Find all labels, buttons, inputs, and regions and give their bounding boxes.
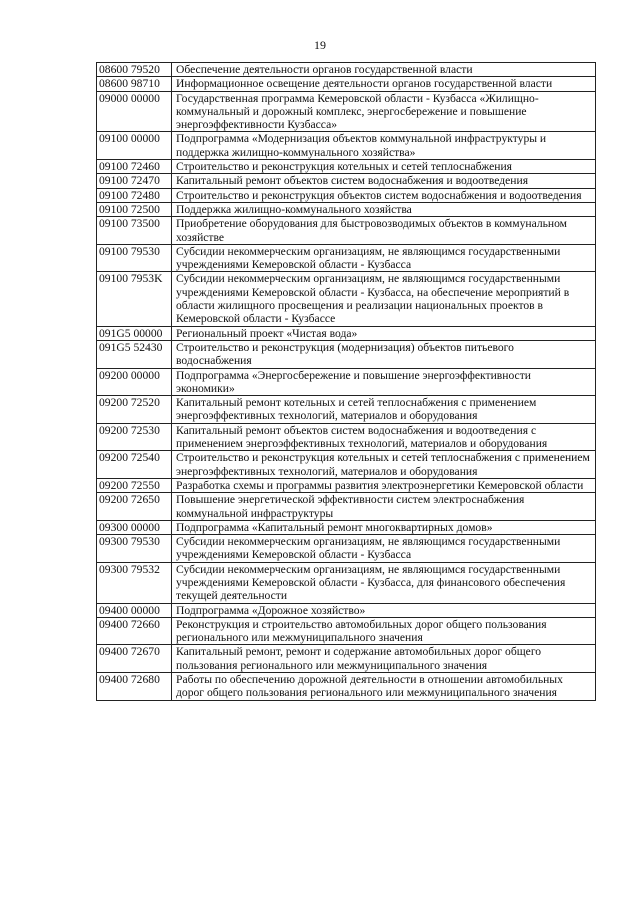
table-row [97,562,596,603]
classification-code: 09100 73500 [97,217,172,245]
classification-code: 09100 00000 [97,132,172,160]
item-description: Повышение энергетической эффективности систем электроснабжения коммунальной инфраструктуры [172,493,596,521]
classification-code: 09300 79530 [97,535,172,563]
table-row [97,63,596,77]
classification-code: 09200 72550 [97,478,172,492]
table-row [97,603,596,617]
classification-code: 09100 79530 [97,244,172,272]
classification-code: 08600 79520 [97,63,172,77]
item-description: Подпрограмма «Капитальный ремонт многоквартирных домов» [172,520,596,534]
item-description: Разработка схемы и программы развития электроэнергетики Кемеровской области [172,478,596,492]
table-row [97,132,596,160]
item-description: Капитальный ремонт объектов систем водоснабжения и водоотведения [172,174,596,188]
classification-code: 091G5 00000 [97,326,172,340]
table-row [97,368,596,396]
table-row [97,188,596,202]
budget-code-table [96,62,596,701]
page-number: 19 [314,38,326,52]
table-row [97,673,596,701]
table-row [97,340,596,368]
table-row [97,217,596,245]
item-description: Субсидии некоммерческим организациям, не являющимся государственными учреждениями Кемеровской области - Кузбасса [172,244,596,272]
item-description: Государственная программа Кемеровской области - Кузбасса «Жилищно-коммунальный и дорожный комплекс, энергосбережение и повышение энергоэффективности Кузбасса» [172,91,596,132]
item-description: Региональный проект «Чистая вода» [172,326,596,340]
item-description: Обеспечение деятельности органов государственной власти [172,63,596,77]
table-row [97,617,596,645]
classification-code: 09100 72480 [97,188,172,202]
item-description: Строительство и реконструкция котельных и сетей теплоснабжения [172,160,596,174]
classification-code: 09400 72680 [97,673,172,701]
classification-code: 09100 72470 [97,174,172,188]
item-description: Капитальный ремонт котельных и сетей теплоснабжения с применением энергоэффективных технологий, материалов и оборудования [172,396,596,424]
item-description: Работы по обеспечению дорожной деятельности в отношении автомобильных дорог общего пользования регионального или межмуниципального значения [172,673,596,701]
classification-code: 09200 72530 [97,423,172,451]
table-row [97,478,596,492]
item-description: Реконструкция и строительство автомобильных дорог общего пользования регионального или межмуниципального значения [172,617,596,645]
classification-code: 09200 72650 [97,493,172,521]
item-description: Строительство и реконструкция котельных и сетей теплоснабжения с применением энергоэффективных технологий, материалов и оборудования [172,451,596,479]
classification-code: 09400 72660 [97,617,172,645]
table-row [97,645,596,673]
item-description: Подпрограмма «Энергосбережение и повышение энергоэффективности экономики» [172,368,596,396]
item-description: Приобретение оборудования для быстровозводимых объектов в коммунальном хозяйстве [172,217,596,245]
table-row [97,202,596,216]
item-description: Строительство и реконструкция (модернизация) объектов питьевого водоснабжения [172,340,596,368]
item-description: Подпрограмма «Дорожное хозяйство» [172,603,596,617]
classification-code: 09300 00000 [97,520,172,534]
item-description: Капитальный ремонт объектов систем водоснабжения и водоотведения с применением энергоэффективных технологий, материалов и оборудования [172,423,596,451]
classification-code: 09200 72520 [97,396,172,424]
classification-code: 09200 72540 [97,451,172,479]
classification-code: 09200 00000 [97,368,172,396]
classification-code: 09100 72460 [97,160,172,174]
table-row [97,91,596,132]
classification-code: 08600 98710 [97,77,172,91]
table-row [97,77,596,91]
table-row [97,535,596,563]
table-row [97,272,596,326]
classification-code: 09400 00000 [97,603,172,617]
table-row [97,423,596,451]
table-row [97,396,596,424]
table-body [97,63,596,701]
item-description: Субсидии некоммерческим организациям, не являющимся государственными учреждениями Кемеровской области - Кузбасса, для финансового обеспечения текущей деятельности [172,562,596,603]
item-description: Информационное освещение деятельности органов государственной власти [172,77,596,91]
table-row [97,451,596,479]
item-description: Поддержка жилищно-коммунального хозяйства [172,202,596,216]
classification-code: 09100 7953K [97,272,172,326]
classification-code: 091G5 52430 [97,340,172,368]
classification-code: 09400 72670 [97,645,172,673]
table-row [97,520,596,534]
item-description: Капитальный ремонт, ремонт и содержание автомобильных дорог общего пользования регионального или межмуниципального значения [172,645,596,673]
table-row [97,160,596,174]
table-row [97,326,596,340]
item-description: Субсидии некоммерческим организациям, не являющимся государственными учреждениями Кемеровской области - Кузбасса, на обеспечение мероприятий в области жилищного просвещения и реализации национальных проектов в Кемеровской области - Кузбассе [172,272,596,326]
classification-code: 09300 79532 [97,562,172,603]
table-row [97,493,596,521]
item-description: Подпрограмма «Модернизация объектов коммунальной инфраструктуры и поддержка жилищно-коммунального хозяйства» [172,132,596,160]
classification-code: 09000 00000 [97,91,172,132]
table-row [97,174,596,188]
item-description: Строительство и реконструкция объектов систем водоснабжения и водоотведения [172,188,596,202]
item-description: Субсидии некоммерческим организациям, не являющимся государственными учреждениями Кемеровской области - Кузбасса [172,535,596,563]
table-row [97,244,596,272]
classification-code: 09100 72500 [97,202,172,216]
